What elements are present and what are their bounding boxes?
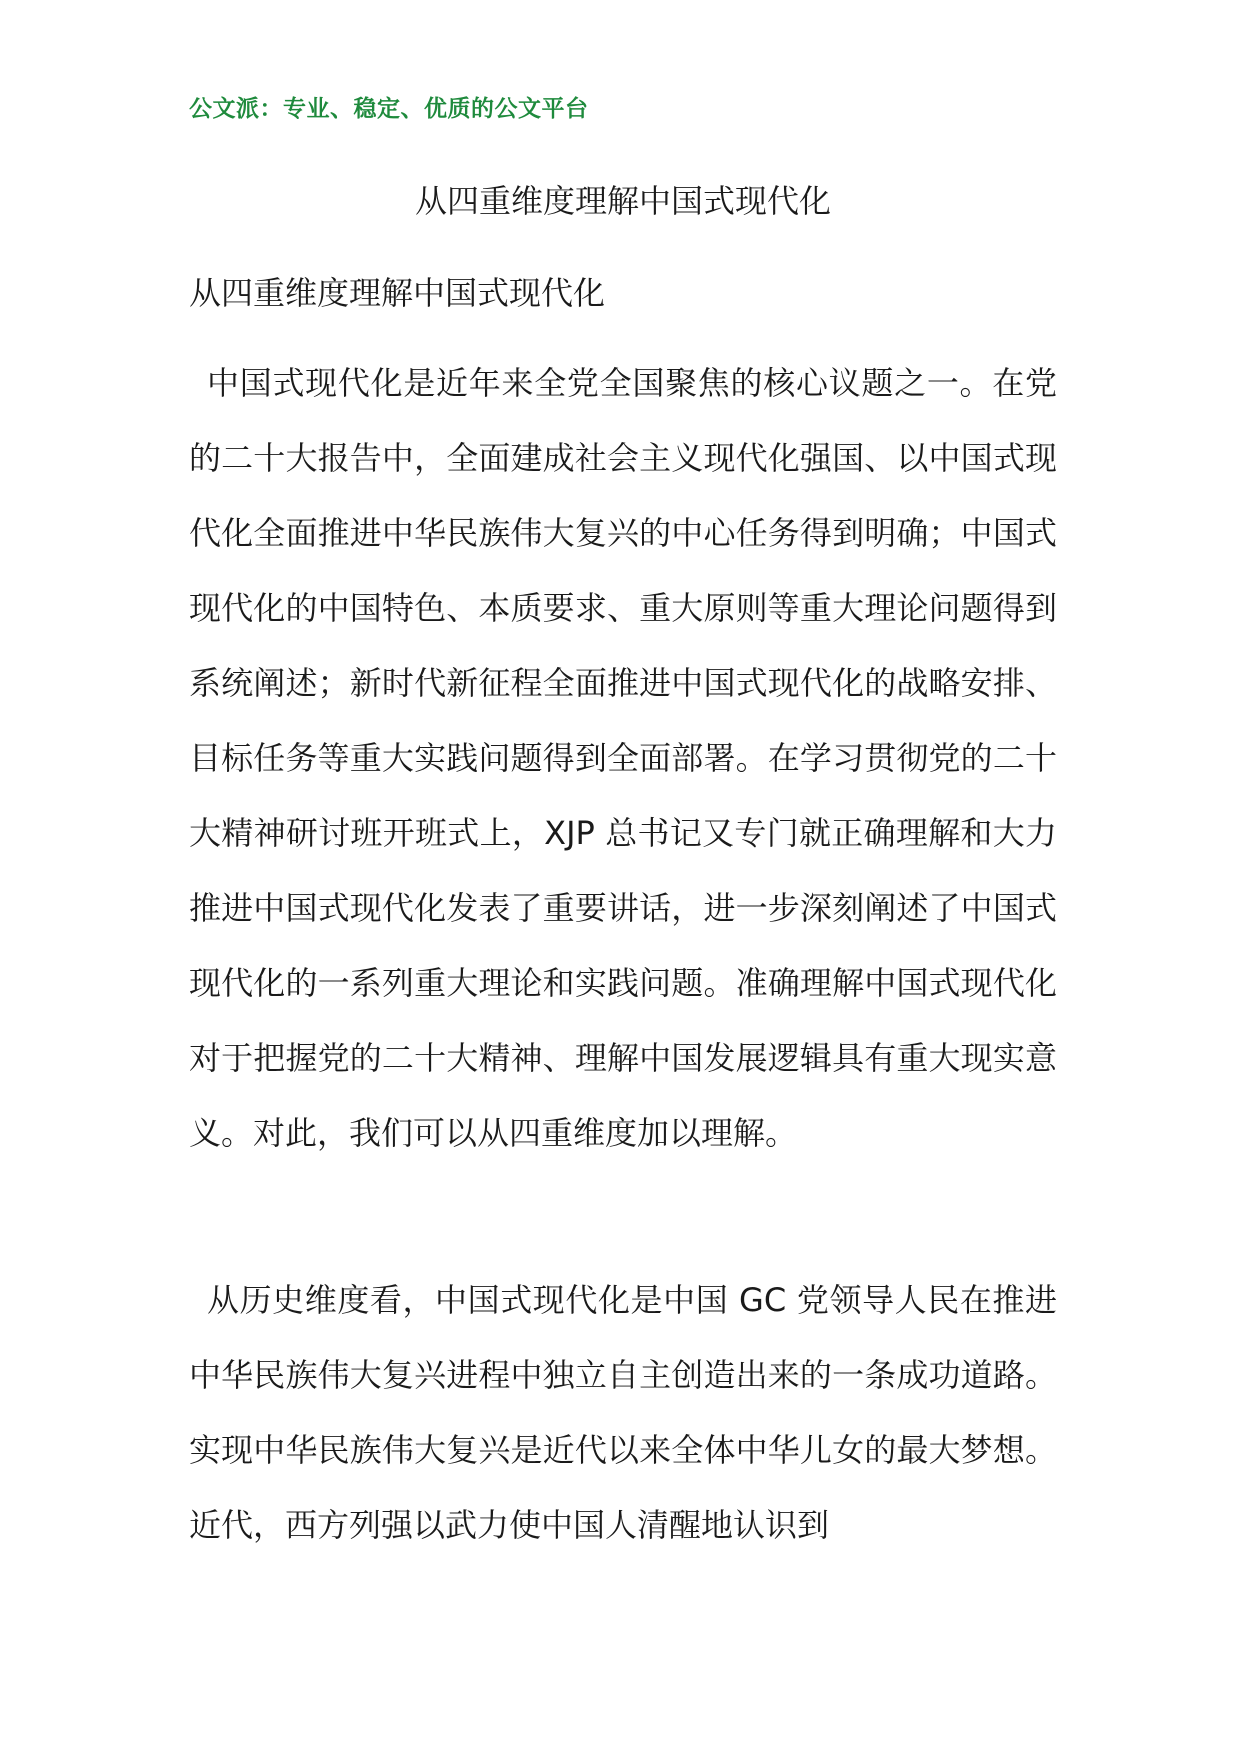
body-paragraph: 中国式现代化是近年来全党全国聚焦的核心议题之一。在党的二十大报告中，全面建成社会主义现代化强国、以中国式现代化全面推进中华民族伟大复兴的中心任务得到明确；中国式现代化的中国特色、本质要求、重大原则等重大理论问题得到系统阐述；新时代新征程全面推进中国式现代化的战略安排、目标任务等重大实践问题得到全面部署。在学习贯彻党的二十大精神研讨班开班式上，XJP 总书记又专门就正确理解和大力推进中国式现代化发表了重要讲话，进一步深刻阐述了中国式现代化的一系列重大理论和实践问题。准确理解中国式现代化对于把握党的二十大精神、理解中国发展逻辑具有重大现实意义。对此，我们可以从四重维度加以理解。 [189,364,1057,1152]
header-tagline: 公文派：专业、稳定、优质的公文平台 [189,96,589,122]
document-subtitle: 从四重维度理解中国式现代化 [189,274,606,312]
body-paragraph: 从历史维度看，中国式现代化是中国 GC 党领导人民在推进中华民族伟大复兴进程中独立自主创造出来的一条成功道路。实现中华民族伟大复兴是近代以来全体中华儿女的最大梦想。近代，西方列强以武力使中国人清醒地认识到 [189,1281,1057,1544]
document-title: 从四重维度理解中国式现代化 [414,182,831,220]
